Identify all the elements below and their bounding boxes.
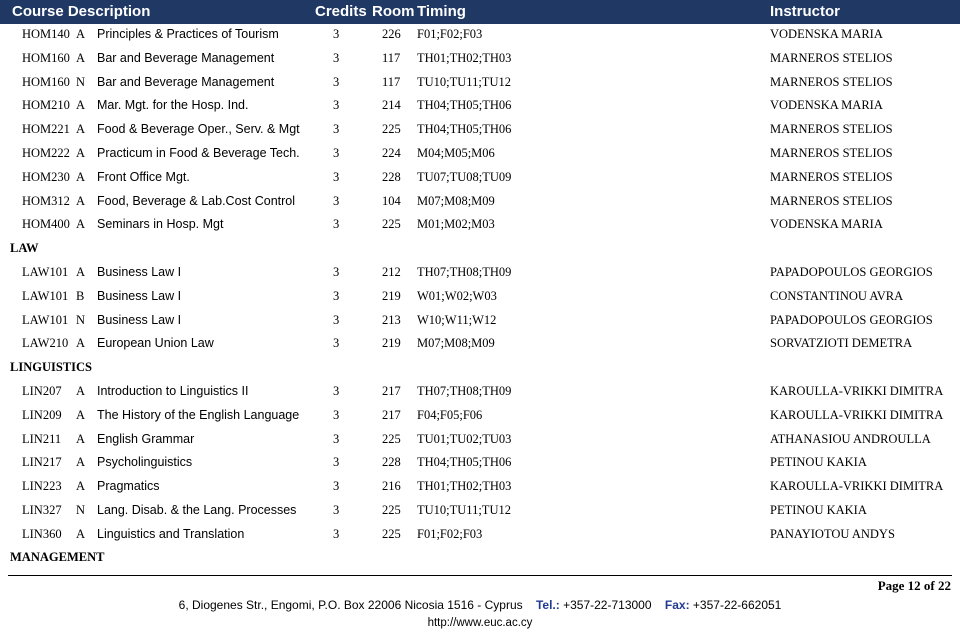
course-timing: W01;W02;W03 xyxy=(417,288,497,303)
course-code: HOM160 xyxy=(22,50,70,65)
course-timing: M01;M02;M03 xyxy=(417,217,495,232)
course-title: Bar and Beverage Management xyxy=(97,50,275,65)
course-timing: F04;F05;F06 xyxy=(417,407,483,422)
course-title: Linguistics and Translation xyxy=(97,526,245,541)
course-title: Lang. Disab. & the Lang. Processes xyxy=(97,503,297,517)
course-instructor: PAPADOPOULOS GEORGIOS xyxy=(770,312,933,327)
course-credits: 3 xyxy=(333,503,340,517)
table-row xyxy=(0,334,960,354)
table-row xyxy=(0,215,960,235)
footer-contact-line xyxy=(0,598,960,612)
course-title: European Union Law xyxy=(97,336,214,351)
course-instructor: MARNEROS STELIOS xyxy=(770,193,893,208)
course-section: A xyxy=(76,50,86,65)
course-instructor: MARNEROS STELIOS xyxy=(770,146,893,160)
course-instructor: CONSTANTINOU AVRA xyxy=(770,288,904,303)
table-row xyxy=(0,382,960,402)
course-room: 228 xyxy=(382,455,401,470)
course-code: LAW210 xyxy=(22,336,69,351)
course-section: A xyxy=(76,217,86,232)
course-credits: 3 xyxy=(333,431,340,446)
course-code: HOM312 xyxy=(22,193,70,208)
footer-tel-label: Tel.: xyxy=(535,598,560,612)
course-room: 117 xyxy=(382,50,401,65)
section-title-law: LAW xyxy=(10,241,39,255)
course-code: HOM222 xyxy=(22,146,70,160)
course-code: HOM140 xyxy=(22,27,70,41)
course-section: A xyxy=(76,169,86,184)
course-credits: 3 xyxy=(333,74,340,89)
course-room: 104 xyxy=(382,193,401,208)
course-instructor: MARNEROS STELIOS xyxy=(770,169,893,184)
course-instructor: KAROULLA-VRIKKI DIMITRA xyxy=(770,479,944,494)
table-row xyxy=(0,49,960,69)
course-code: LIN327 xyxy=(22,503,62,517)
page-footer-bar xyxy=(0,575,960,597)
course-code: HOM210 xyxy=(22,98,70,113)
course-timing: M04;M05;M06 xyxy=(417,146,495,160)
course-room: 226 xyxy=(382,27,401,41)
course-timing: TU10;TU11;TU12 xyxy=(417,74,511,89)
course-credits: 3 xyxy=(333,336,340,351)
course-credits: 3 xyxy=(333,455,340,470)
course-title: Business Law I xyxy=(97,265,182,279)
table-row xyxy=(0,73,960,93)
course-section: A xyxy=(76,431,86,446)
course-room: 225 xyxy=(382,122,401,137)
course-room: 219 xyxy=(382,336,401,351)
course-section: B xyxy=(76,288,85,303)
course-code: HOM400 xyxy=(22,217,70,232)
section-title-management: MANAGEMENT xyxy=(10,550,105,564)
course-instructor: VODENSKA MARIA xyxy=(770,27,883,41)
course-section: A xyxy=(76,384,86,398)
course-code: HOM230 xyxy=(22,169,70,184)
table-row xyxy=(0,263,960,283)
header-timing: Timing xyxy=(417,3,466,20)
course-section: N xyxy=(76,74,86,89)
course-title: Mar. Mgt. for the Hosp. Ind. xyxy=(97,98,249,113)
header-credits: Credits xyxy=(315,3,367,20)
course-room: 214 xyxy=(382,98,401,113)
course-title: Seminars in Hosp. Mgt xyxy=(97,217,224,232)
course-timing: TH01;TH02;TH03 xyxy=(417,479,512,494)
course-section: A xyxy=(76,479,86,494)
footer-divider xyxy=(8,575,952,576)
course-section: A xyxy=(76,146,86,160)
course-timing: TU10;TU11;TU12 xyxy=(417,503,511,517)
course-section: N xyxy=(76,503,86,517)
course-code: LAW101 xyxy=(22,265,69,279)
course-code: LIN360 xyxy=(22,526,62,541)
course-title: Business Law I xyxy=(97,312,182,327)
course-instructor: MARNEROS STELIOS xyxy=(770,50,893,65)
course-code: LAW101 xyxy=(22,312,69,327)
course-room: 225 xyxy=(382,431,401,446)
course-instructor: VODENSKA MARIA xyxy=(770,98,883,113)
course-section: A xyxy=(76,526,86,541)
course-code: HOM160 xyxy=(22,74,70,89)
course-instructor: PETINOU KAKIA xyxy=(770,503,867,517)
course-room: 117 xyxy=(382,74,401,89)
course-timing: F01;F02;F03 xyxy=(417,526,483,541)
course-credits: 3 xyxy=(333,169,340,184)
course-credits: 3 xyxy=(333,27,340,41)
course-room: 216 xyxy=(382,479,401,494)
table-row xyxy=(0,96,960,116)
course-instructor: KAROULLA-VRIKKI DIMITRA xyxy=(770,384,944,398)
course-instructor: PETINOU KAKIA xyxy=(770,455,867,470)
course-credits: 3 xyxy=(333,50,340,65)
course-section: A xyxy=(76,193,86,208)
course-title: Principles & Practices of Tourism xyxy=(97,27,279,41)
course-section: A xyxy=(76,122,86,137)
course-instructor: ATHANASIOU ANDROULLA xyxy=(770,431,931,446)
course-room: 228 xyxy=(382,169,401,184)
table-row xyxy=(0,311,960,331)
course-credits: 3 xyxy=(333,384,340,398)
course-section: A xyxy=(76,98,86,113)
course-section: A xyxy=(76,336,86,351)
course-code: LIN211 xyxy=(22,431,62,446)
course-title: Pragmatics xyxy=(97,479,160,494)
footer-url[interactable]: http://www.euc.ac.cy xyxy=(427,617,533,629)
course-credits: 3 xyxy=(333,526,340,541)
course-credits: 3 xyxy=(333,146,340,160)
course-title: Bar and Beverage Management xyxy=(97,74,275,89)
course-timing: F01;F02;F03 xyxy=(417,27,483,41)
table-row xyxy=(0,406,960,426)
course-timing: TU01;TU02;TU03 xyxy=(417,431,512,446)
course-section: A xyxy=(76,265,86,279)
footer-tel: +357-22-713000 xyxy=(563,598,652,612)
course-timing: TH07;TH08;TH09 xyxy=(417,384,512,398)
header-instructor: Instructor xyxy=(770,3,841,20)
course-timing: TH07;TH08;TH09 xyxy=(417,265,512,279)
course-timing: TU07;TU08;TU09 xyxy=(417,169,512,184)
course-timing: TH04;TH05;TH06 xyxy=(417,455,512,470)
course-credits: 3 xyxy=(333,98,340,113)
course-timing: M07;M08;M09 xyxy=(417,193,495,208)
course-code: LIN217 xyxy=(22,455,62,470)
course-timing: W10;W11;W12 xyxy=(417,312,497,327)
course-title: Food & Beverage Oper., Serv. & Mgt xyxy=(97,122,300,137)
course-code: HOM221 xyxy=(22,122,70,137)
course-instructor: PAPADOPOULOS GEORGIOS xyxy=(770,265,933,279)
header-room: Room xyxy=(372,3,415,20)
course-room: 225 xyxy=(382,526,401,541)
course-code: LIN209 xyxy=(22,407,62,422)
course-room: 224 xyxy=(382,146,401,160)
table-row xyxy=(0,525,960,545)
course-title: Practicum in Food & Beverage Tech. xyxy=(97,146,300,160)
table-row xyxy=(0,477,960,497)
course-room: 213 xyxy=(382,312,401,327)
course-room: 219 xyxy=(382,288,401,303)
course-title: Psycholinguistics xyxy=(97,455,193,470)
course-room: 225 xyxy=(382,217,401,232)
course-credits: 3 xyxy=(333,265,340,279)
course-instructor: SORVATZIOTI DEMETRA xyxy=(770,336,913,351)
course-timing: TH04;TH05;TH06 xyxy=(417,122,512,137)
footer-fax-label: Fax: xyxy=(664,598,690,612)
page-number: Page 12 of 22 xyxy=(877,578,951,593)
table-row xyxy=(0,192,960,212)
course-room: 212 xyxy=(382,265,401,279)
course-timing: TH01;TH02;TH03 xyxy=(417,50,512,65)
course-section: A xyxy=(76,407,86,422)
course-instructor: MARNEROS STELIOS xyxy=(770,122,893,137)
course-room: 217 xyxy=(382,407,401,422)
course-instructor: PANAYIOTOU ANDYS xyxy=(770,526,895,541)
course-credits: 3 xyxy=(333,122,340,137)
course-code: LIN207 xyxy=(22,384,62,398)
course-credits: 3 xyxy=(333,217,340,232)
course-code: LIN223 xyxy=(22,479,62,494)
course-title: Introduction to Linguistics II xyxy=(97,384,249,398)
section-title-linguistics: LINGUISTICS xyxy=(10,360,92,374)
course-instructor: VODENSKA MARIA xyxy=(770,217,883,232)
table-row xyxy=(0,25,960,45)
course-title: Business Law I xyxy=(97,288,182,303)
header-course-description: Course Description xyxy=(12,3,151,20)
course-title: The History of the English Language xyxy=(97,407,300,422)
course-room: 225 xyxy=(382,503,401,517)
table-row xyxy=(0,501,960,521)
course-title: Front Office Mgt. xyxy=(97,169,190,184)
table-row xyxy=(0,287,960,307)
course-credits: 3 xyxy=(333,312,340,327)
course-instructor: MARNEROS STELIOS xyxy=(770,74,893,89)
course-title: Food, Beverage & Lab.Cost Control xyxy=(97,193,296,208)
course-timing: M07;M08;M09 xyxy=(417,336,495,351)
course-credits: 3 xyxy=(333,479,340,494)
course-credits: 3 xyxy=(333,407,340,422)
table-row xyxy=(0,430,960,450)
course-timing: TH04;TH05;TH06 xyxy=(417,98,512,113)
table-row xyxy=(0,144,960,164)
course-section: A xyxy=(76,455,86,470)
table-row xyxy=(0,120,960,140)
course-code: LAW101 xyxy=(22,288,69,303)
table-row xyxy=(0,168,960,188)
footer-address: 6, Diogenes Str., Engomi, P.O. Box 22006 Nicosia 1516 - Cyprus xyxy=(178,598,523,612)
course-title: English Grammar xyxy=(97,431,195,446)
course-credits: 3 xyxy=(333,193,340,208)
course-section: N xyxy=(76,312,86,327)
table-row xyxy=(0,453,960,473)
footer-fax: +357-22-662051 xyxy=(692,598,782,612)
course-credits: 3 xyxy=(333,288,340,303)
course-room: 217 xyxy=(382,384,401,398)
table-header xyxy=(0,0,960,24)
course-section: A xyxy=(76,27,86,41)
course-instructor: KAROULLA-VRIKKI DIMITRA xyxy=(770,407,944,422)
